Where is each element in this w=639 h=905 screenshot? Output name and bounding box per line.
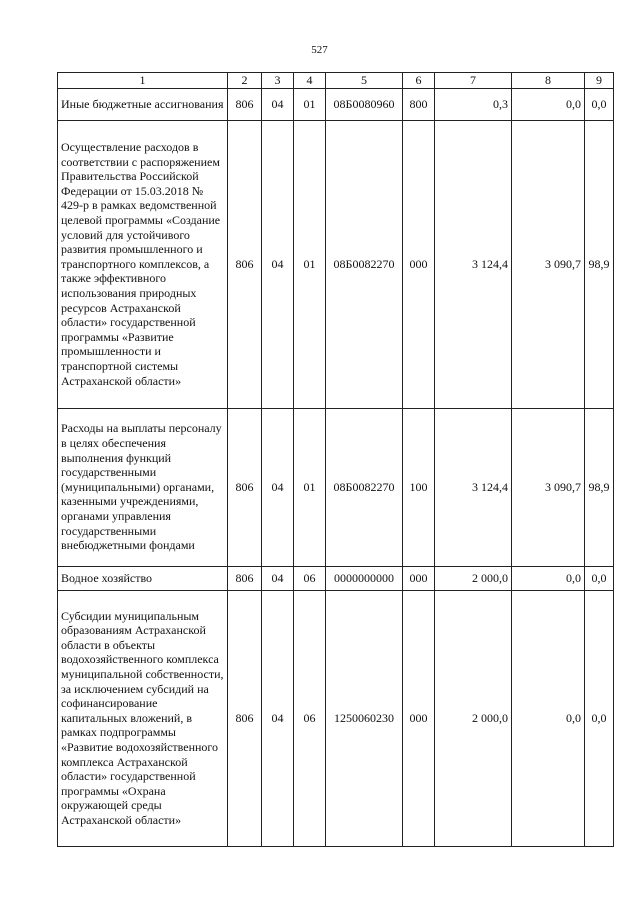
- cell-admin-code: 806: [228, 88, 262, 120]
- cell-target-article: 0000000000: [326, 566, 403, 590]
- cell-subsection: 06: [294, 566, 326, 590]
- cell-executed: 0,0: [512, 88, 585, 120]
- cell-target-article: 1250060230: [326, 590, 403, 846]
- cell-section: 04: [262, 120, 294, 408]
- cell-expense-type: 000: [403, 566, 435, 590]
- cell-subsection: 01: [294, 120, 326, 408]
- cell-executed: 3 090,7: [512, 120, 585, 408]
- table-row: [58, 408, 614, 566]
- row-name: Водное хозяйство: [58, 566, 228, 590]
- table-row: [58, 566, 614, 590]
- cell-planned: 2 000,0: [435, 590, 512, 846]
- cell-planned: 3 124,4: [435, 120, 512, 408]
- cell-section: 04: [262, 566, 294, 590]
- cell-target-article: 08Б0080960: [326, 88, 403, 120]
- cell-percent: 0,0: [585, 590, 614, 846]
- cell-expense-type: 000: [403, 120, 435, 408]
- cell-admin-code: 806: [228, 590, 262, 846]
- cell-target-article: 08Б0082270: [326, 408, 403, 566]
- cell-admin-code: 806: [228, 566, 262, 590]
- column-header: 9: [585, 73, 614, 89]
- cell-planned: 0,3: [435, 88, 512, 120]
- column-header: 5: [326, 73, 403, 89]
- row-name: Расходы на выплаты персоналу в целях обеспечения выполнения функций государственными (муниципальными) органами, казенными учреждениями, органами управления государственными внебюджетными фондами: [58, 408, 228, 566]
- cell-section: 04: [262, 590, 294, 846]
- cell-section: 04: [262, 88, 294, 120]
- column-header: 7: [435, 73, 512, 89]
- column-header: 8: [512, 73, 585, 89]
- cell-subsection: 01: [294, 408, 326, 566]
- row-name: Субсидии муниципальным образованиям Астраханской области в объекты водохозяйственного комплекса муниципальной собственности, за исключением субсидий на софинансирование капитальных вложений, в рамках подпрограммы «Развитие водохозяйственного комплекса Астраханской области» государственной программы «Охрана окружающей среды Астраханской области»: [58, 590, 228, 846]
- cell-section: 04: [262, 408, 294, 566]
- cell-expense-type: 100: [403, 408, 435, 566]
- table-row: [58, 120, 614, 408]
- column-header: 4: [294, 73, 326, 89]
- cell-percent: 0,0: [585, 88, 614, 120]
- row-name: Иные бюджетные ассигнования: [58, 88, 228, 120]
- column-header: 3: [262, 73, 294, 89]
- budget-table: [57, 72, 614, 847]
- column-header: 6: [403, 73, 435, 89]
- cell-subsection: 06: [294, 590, 326, 846]
- cell-executed: 0,0: [512, 590, 585, 846]
- table-header-row: [58, 73, 614, 89]
- cell-expense-type: 800: [403, 88, 435, 120]
- cell-percent: 98,9: [585, 120, 614, 408]
- column-header: 2: [228, 73, 262, 89]
- table-row: [58, 590, 614, 846]
- cell-subsection: 01: [294, 88, 326, 120]
- cell-planned: 3 124,4: [435, 408, 512, 566]
- cell-admin-code: 806: [228, 408, 262, 566]
- cell-percent: 0,0: [585, 566, 614, 590]
- cell-percent: 98,9: [585, 408, 614, 566]
- page-number: 527: [311, 44, 328, 56]
- column-header: 1: [58, 73, 228, 89]
- row-name: Осуществление расходов в соответствии с распоряжением Правительства Российской Федерации от 15.03.2018 № 429-р в рамках ведомственной целевой программы «Создание условий для устойчивого развития промышленного и транспортного комплексов, а также эффективного использования природных ресурсов Астраханской области» государственной программы «Развитие промышленности и транспортной системы Астраханской области»: [58, 120, 228, 408]
- cell-admin-code: 806: [228, 120, 262, 408]
- table-row: [58, 88, 614, 120]
- cell-planned: 2 000,0: [435, 566, 512, 590]
- cell-executed: 0,0: [512, 566, 585, 590]
- cell-target-article: 08Б0082270: [326, 120, 403, 408]
- cell-expense-type: 000: [403, 590, 435, 846]
- cell-executed: 3 090,7: [512, 408, 585, 566]
